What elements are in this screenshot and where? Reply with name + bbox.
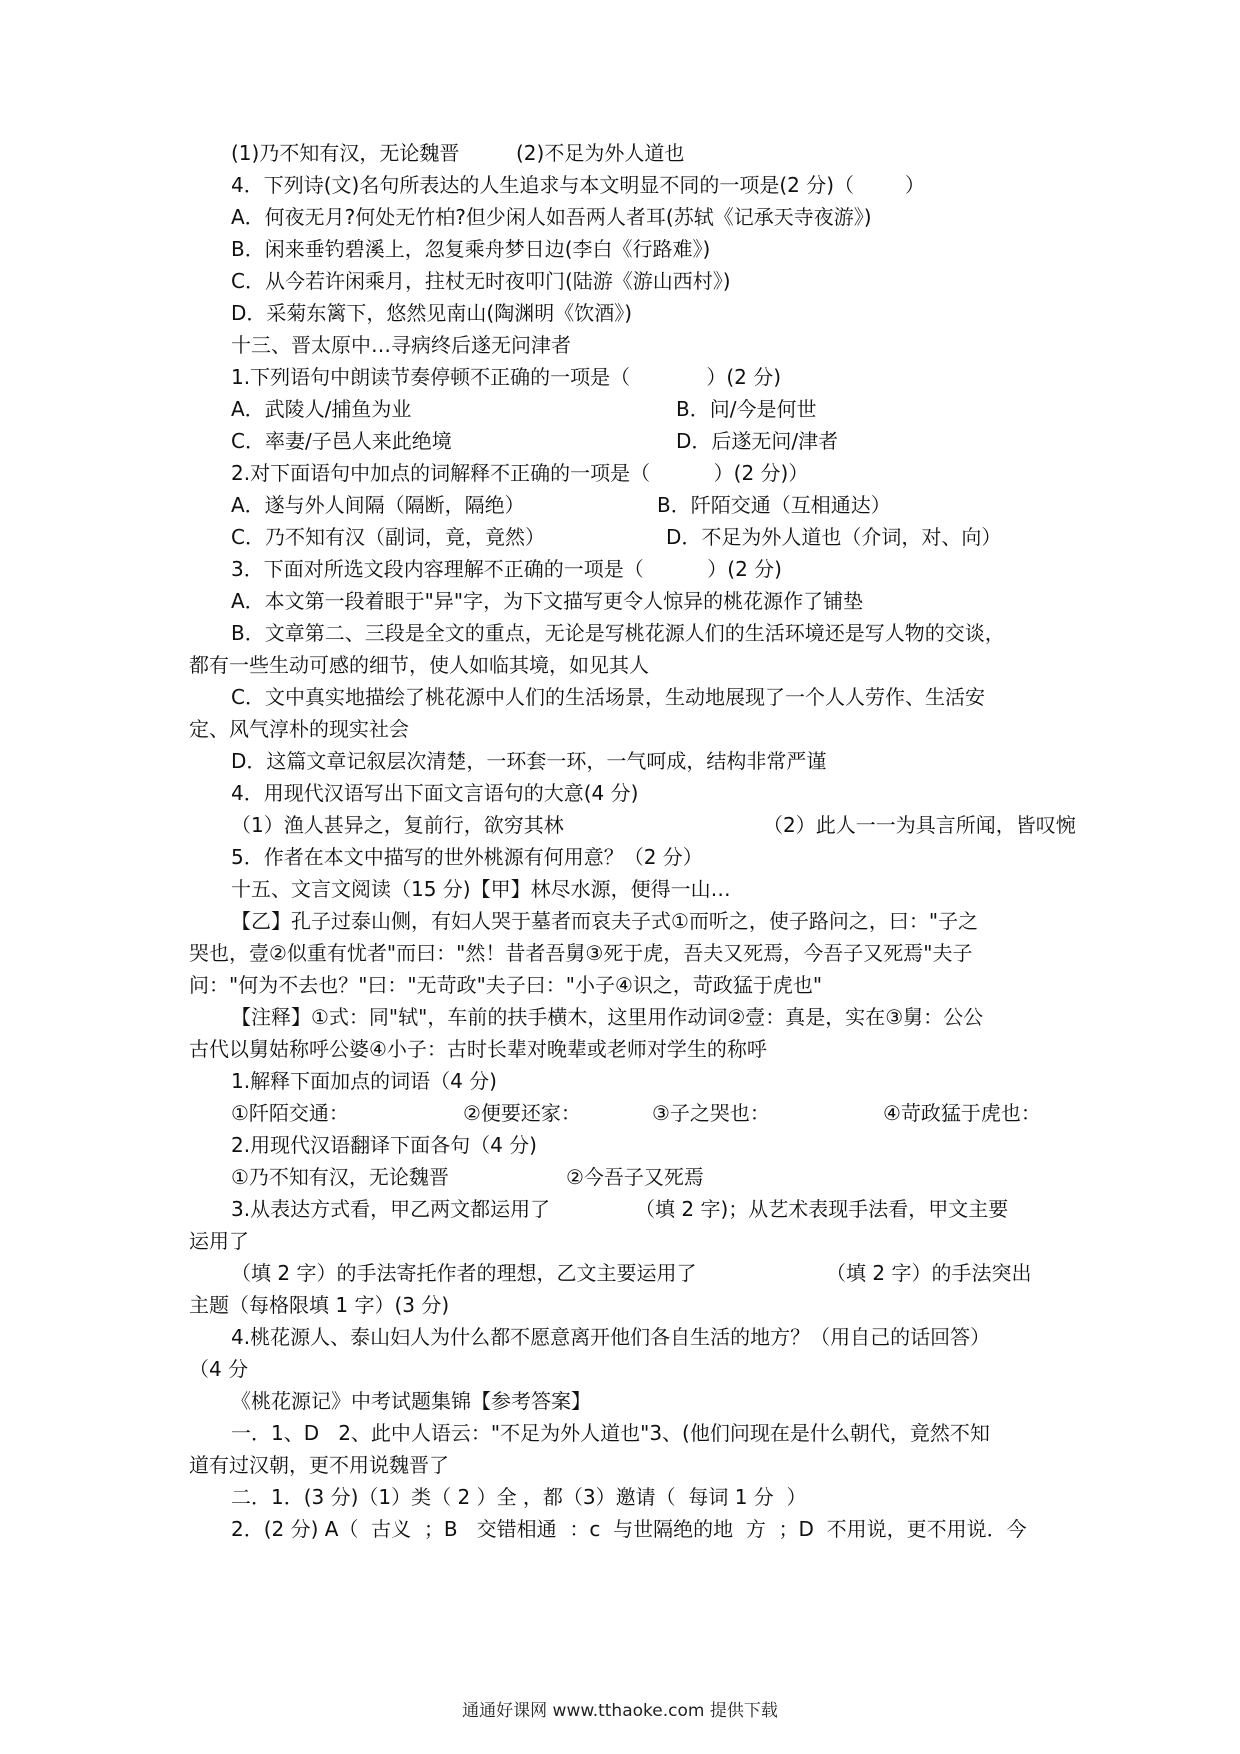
- text-segment: A．何夜无月?何处无竹柏?但少闲人如吾两人者耳(苏轼《记承天寺夜游》): [231, 205, 872, 229]
- text-segment: 3.从表达方式看，甲乙两文都运用了: [231, 1197, 551, 1221]
- text-segment: 一．1、D 2、此中人语云："不足为外人道也"3、(他们问现在是什么朝代，竟然不知: [231, 1421, 990, 1445]
- text-segment: 古代以舅姑称呼公婆④小子：古时长辈对晚辈或老师对学生的称呼: [189, 1037, 767, 1061]
- text-segment: B．问/今是何世: [676, 397, 817, 421]
- text-segment: (2)不足为外人道也: [516, 141, 685, 165]
- text-segment: D．采菊东篱下，悠然见南山(陶渊明《饮酒》): [231, 301, 633, 325]
- text-segment: 5．作者在本文中描写的世外桃源有何用意？（2 分）: [231, 845, 703, 869]
- text-segment: （填 2 字）的手法突出: [826, 1261, 1032, 1285]
- text-segment: ②今吾子又死焉: [566, 1165, 704, 1189]
- text-segment: 3．下面对所选文段内容理解不正确的一项是（ ）(2 分): [231, 557, 782, 581]
- text-segment: 4.桃花源人、泰山妇人为什么都不愿意离开他们各自生活的地方？（用自己的话回答）: [231, 1325, 991, 1349]
- text-segment: （填 2 字）的手法寄托作者的理想，乙文主要运用了: [231, 1261, 697, 1285]
- text-segment: ①乃不知有汉，无论魏晋: [231, 1165, 449, 1189]
- text-segment: 4．用现代汉语写出下面文言语句的大意(4 分): [231, 781, 639, 805]
- text-segment: 十五、文言文阅读（15 分)【甲】林尽水源，便得一山…: [231, 877, 731, 901]
- text-segment: 运用了: [189, 1229, 249, 1253]
- text-segment: 定、风气淳朴的现实社会: [189, 717, 409, 741]
- text-segment: A．武陵人/捕鱼为业: [231, 397, 412, 421]
- text-segment: ②便要还家：: [463, 1101, 581, 1125]
- text-segment: ①阡陌交通：: [231, 1101, 349, 1125]
- text-segment: C．乃不知有汉（副词，竟，竟然）: [231, 525, 545, 549]
- text-segment: A．遂与外人间隔（隔断，隔绝）: [231, 493, 525, 517]
- text-segment: C．文中真实地描绘了桃花源中人们的生活场景，生动地展现了一个人人劳作、生活安: [231, 685, 985, 709]
- text-segment: 十三、晋太原中…寻病终后遂无问津者: [231, 333, 571, 357]
- text-segment: 【乙】孔子过泰山侧，有妇人哭于墓者而哀夫子式①而听之，使子路问之，曰："子之: [231, 909, 979, 933]
- text-segment: 1.下列语句中朗读节奏停顿不正确的一项是（ ）(2 分): [231, 365, 782, 389]
- text-segment: 道有过汉朝，更不用说魏晋了: [189, 1453, 449, 1477]
- text-segment: 4．下列诗(文)名句所表达的人生追求与本文明显不同的一项是(2 分)（ ）: [231, 173, 925, 197]
- text-segment: ③子之哭也：: [652, 1101, 770, 1125]
- text-segment: (1)乃不知有汉，无论魏晋: [231, 141, 460, 165]
- text-segment: （4 分: [189, 1357, 249, 1381]
- text-segment: 哭也，壹②似重有忧者"而曰："然！昔者吾舅③死于虎，吾夫又死焉，今吾子又死焉"夫子: [189, 941, 973, 965]
- text-segment: 1.解释下面加点的词语（4 分): [231, 1069, 497, 1093]
- text-segment: 问："何为不去也？"曰："无苛政"夫子曰："小子④识之，苛政猛于虎也": [189, 973, 823, 997]
- text-segment: D．不足为外人道也（介词，对、向）: [666, 525, 1002, 549]
- text-segment: 《桃花源记》中考试题集锦【参考答案】: [231, 1389, 591, 1413]
- text-segment: 二．1．(3 分)（1）类（ 2 ）全 ，都（3）邀请（ 每词 1 分 ）: [231, 1485, 807, 1509]
- text-segment: 【注释】①式：同"轼"，车前的扶手横木，这里用作动词②壹：真是，实在③舅：公公: [231, 1005, 984, 1029]
- text-segment: D．后遂无问/津者: [676, 429, 839, 453]
- text-segment: ④苛政猛于虎也：: [883, 1101, 1041, 1125]
- text-segment: 主题（每格限填 1 字）(3 分): [189, 1293, 450, 1317]
- text-segment: B．阡陌交通（互相通达）: [657, 493, 891, 517]
- text-segment: B．闲来垂钓碧溪上，忽复乘舟梦日边(李白《行路难》): [231, 237, 711, 261]
- text-segment: （填 2 字)；从艺术表现手法看，甲文主要: [635, 1197, 1009, 1221]
- text-segment: D．这篇文章记叙层次清楚，一环套一环，一气呵成，结构非常严谨: [231, 749, 827, 773]
- text-segment: A．本文第一段着眼于"异"字，为下文描写更令人惊异的桃花源作了铺垫: [231, 589, 864, 613]
- text-segment: C．率妻/子邑人来此绝境: [231, 429, 452, 453]
- text-segment: B．文章第二、三段是全文的重点，无论是写桃花源人们的生活环境还是写人物的交谈，: [231, 621, 1005, 645]
- text-segment: 2.用现代汉语翻译下面各句（4 分): [231, 1133, 537, 1157]
- text-segment: （2）此人一一为具言所闻，皆叹惋: [763, 813, 1076, 837]
- text-segment: C．从今若许闲乘月，拄杖无时夜叩门(陆游《游山西村》): [231, 269, 731, 293]
- page-footer: 通通好课网 www.tthaoke.com 提供下载: [462, 1701, 778, 1721]
- text-segment: 都有一些生动可感的细节，使人如临其境，如见其人: [189, 653, 649, 677]
- text-segment: 2.对下面语句中加点的词解释不正确的一项是（ ）(2 分)）: [231, 461, 809, 485]
- text-segment: （1）渔人甚异之，复前行，欲穷其林: [231, 813, 564, 837]
- text-segment: 2．(2 分) A（ 古义 ；B 交错相通 ：c 与世隔绝的地 方 ；D 不用说，更不用说．今: [231, 1517, 1027, 1541]
